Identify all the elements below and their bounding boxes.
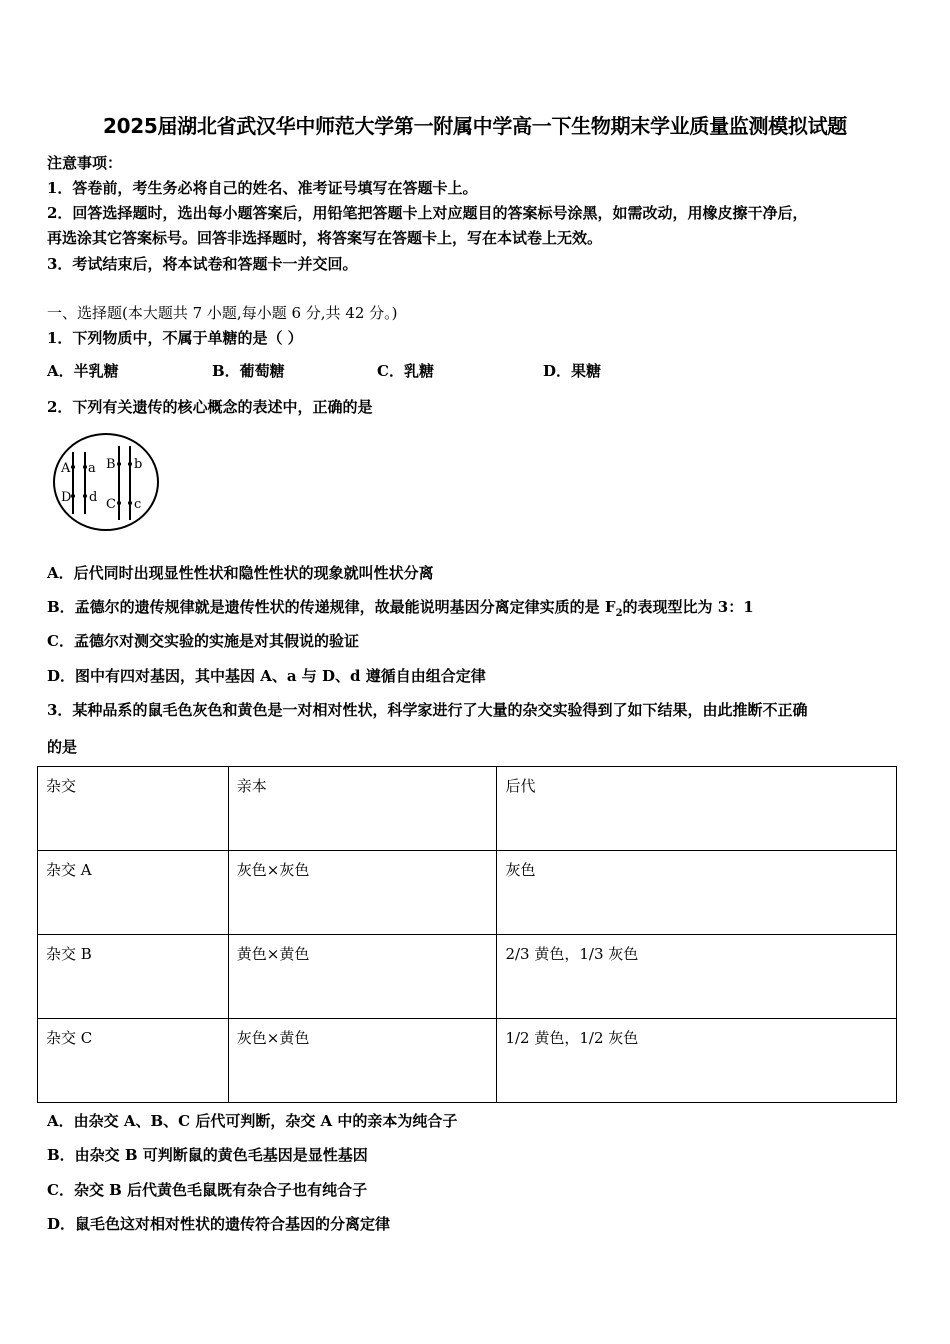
gene-label-c: c	[134, 497, 142, 512]
q3-stem: 3．某种品系的鼠毛色灰色和黄色是一对相对性状，科学家进行了大量的杂交实验得到了如下结果，由此推断不正确	[47, 701, 808, 719]
q3-option-c: C．杂交 B 后代黄色毛鼠既有杂合子也有纯合子	[47, 1181, 368, 1199]
gene-label-D: D	[61, 490, 72, 505]
table-cell: 灰色×灰色	[228, 851, 497, 935]
table-cell: 1/2 黄色，1/2 灰色	[497, 1019, 897, 1103]
table-row	[38, 851, 897, 935]
table-row	[38, 935, 897, 1019]
table-cell: 杂交 A	[38, 851, 229, 935]
q3-option-d: D．鼠毛色这对相对性状的遗传符合基因的分离定律	[47, 1215, 391, 1233]
q2-option-b-tail: 的表现型比为 3：1	[622, 598, 754, 616]
table-cell: 灰色×黄色	[228, 1019, 497, 1103]
gene-label-B: B	[106, 457, 116, 472]
table-header: 后代	[497, 767, 897, 851]
q2-option-b-text: B．孟德尔的遗传规律就是遗传性状的传递规律，故最能说明基因分离定律实质的是 F	[47, 598, 616, 616]
q1-options	[47, 360, 927, 382]
notice-item-2-cont: 再选涂其它答案标号。回答非选择题时，将答案写在答题卡上，写在本试卷上无效。	[47, 229, 603, 247]
gene-label-a: a	[88, 461, 96, 476]
gene-label-b: b	[134, 457, 143, 472]
notice-item-1: 1．答卷前，考生务必将自己的姓名、准考证号填写在答题卡上。	[47, 179, 478, 197]
q2-stem: 2．下列有关遗传的核心概念的表述中，正确的是	[47, 398, 373, 416]
cell-outline	[54, 434, 158, 530]
section-heading: 一、选择题(本大题共 7 小题,每小题 6 分,共 42 分。)	[47, 304, 398, 322]
table-header: 杂交	[38, 767, 229, 851]
cross-results-table	[37, 766, 897, 1103]
q3-option-a: A．由杂交 A、B、C 后代可判断，杂交 A 中的亲本为纯合子	[47, 1112, 458, 1130]
locus-d	[83, 494, 87, 498]
notice-heading: 注意事项：	[47, 154, 123, 172]
notice-item-2: 2．回答选择题时，选出每小题答案后，用铅笔把答题卡上对应题目的答案标号涂黑，如需改动，用橡皮擦干净后，	[47, 204, 808, 222]
table-header-row	[38, 767, 897, 851]
table-header: 亲本	[228, 767, 497, 851]
q1-option-d: D．果糖	[543, 362, 602, 380]
table-row	[38, 1019, 897, 1103]
q2-option-b	[47, 596, 754, 619]
q1-option-b: B．葡萄糖	[212, 362, 285, 380]
q3-stem-cont: 的是	[47, 738, 78, 756]
notice-item-3: 3．考试结束后，将本试卷和答题卡一并交回。	[47, 255, 358, 273]
q2-option-d: D．图中有四对基因，其中基因 A、a 与 D、d 遵循自由组合定律	[47, 667, 486, 685]
q1-option-a: A．半乳糖	[47, 362, 119, 380]
locus-c	[128, 501, 132, 505]
table-cell: 灰色	[497, 851, 897, 935]
table-cell: 杂交 B	[38, 935, 229, 1019]
locus-b	[128, 462, 132, 466]
locus-D	[71, 494, 75, 498]
locus-a	[83, 465, 87, 469]
gene-label-d: d	[89, 490, 98, 505]
table-cell: 2/3 黄色，1/3 灰色	[497, 935, 897, 1019]
exam-title: 2025届湖北省武汉华中师范大学第一附属中学高一下生物期末学业质量监测模拟试题	[103, 114, 847, 138]
q3-option-b: B．由杂交 B 可判断鼠的黄色毛基因是显性基因	[47, 1146, 368, 1164]
q1-option-c: C．乳糖	[377, 362, 434, 380]
locus-B	[117, 462, 121, 466]
table-cell: 杂交 C	[38, 1019, 229, 1103]
q2-option-c: C．孟德尔对测交实验的实施是对其假说的验证	[47, 632, 359, 650]
chromosome-cell-diagram	[50, 430, 162, 535]
q2-option-a: A．后代同时出现显性性状和隐性性状的现象就叫性状分离	[47, 564, 434, 582]
locus-C	[117, 501, 121, 505]
q1-stem: 1．下列物质中，不属于单糖的是（ ）	[47, 329, 303, 347]
q2-option-b-subscript: 2	[615, 608, 623, 619]
gene-label-C: C	[106, 497, 116, 512]
gene-label-A: A	[61, 461, 71, 476]
locus-A	[71, 465, 75, 469]
table-cell: 黄色×黄色	[228, 935, 497, 1019]
